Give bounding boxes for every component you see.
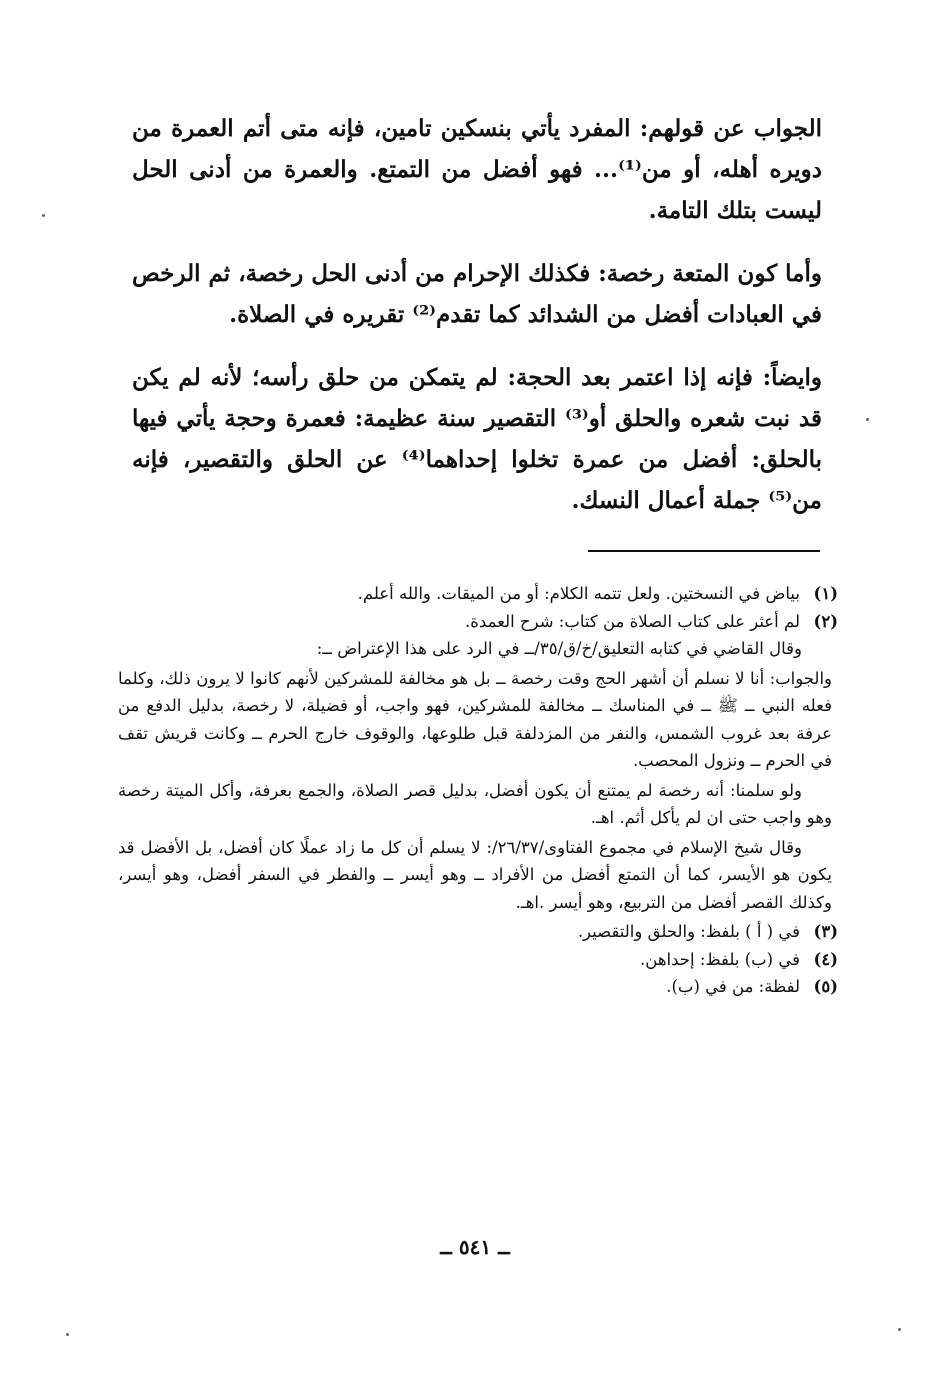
scan-speck [66, 1333, 69, 1336]
footnote-2-continuation [118, 635, 838, 916]
main-paragraph-1: الجواب عن قولهم: المفرد يأتي بنسكين تامين، فإنه متى أتم العمرة من دويره أهله، أو من⁽¹⁾... فهو أفضل من التمتع. والعمرة من أدنى الحل ليست بتلك التامة. [132, 115, 822, 224]
main-paragraph-2: وأما كون المتعة رخصة: فكذلك الإحرام من أدنى الحل رخصة، ثم الرخص في العبادات أفضل من الشدائد كما تقدم⁽²⁾ تقريره في الصلاة. [132, 260, 822, 328]
scan-speck [866, 418, 869, 421]
footnotes-section [118, 580, 838, 1001]
footnote-text: بياض في النسختين. ولعل تتمه الكلام: أو من الميقات. والله أعلم. [357, 584, 800, 603]
footnote-paragraph: ولو سلمنا: أنه رخصة لم يمتنع أن يكون أفضل، بدليل قصر الصلاة، والجمع بعرفة، وأكل الميتة رخصة وهو واجب حتى ان لم يأكل أثم. اهـ. [118, 780, 832, 827]
footnote-2 [118, 608, 838, 636]
page-number: ــ ٥٤١ ــ [440, 1235, 510, 1259]
footnote-paragraph: والجواب: أنا لا نسلم أن أشهر الحج وقت رخصة ــ بل هو مخالفة للمشركين لأنهم كانوا لا يرون ذلك، وكلما فعله النبي ــ ﷺ ــ في المناسك ــ مخالفة للمشركين، فهو واجب، أو فضيلة، لا رخصة، بدليل الدفع من عرفة بعد غروب الشمس، والنفر من المزدلفة قبل طلوعها، والوقوف خارج الحرم ــ وكانت قريش تقف في الحرم ــ ونزول المحصب. [118, 668, 832, 770]
footnote-1 [118, 580, 838, 608]
footnote-number: (٤) [813, 949, 838, 969]
footnote-number: (٥) [813, 977, 838, 996]
footnote-divider [588, 550, 820, 552]
footnote-5 [118, 973, 838, 1001]
footnote-text: لم أعثر على كتاب الصلاة من كتاب: شرح العمدة. [465, 611, 800, 631]
footnote-text: في ( أ ) بلفظ: والحلق والتقصير. [577, 922, 800, 941]
footnote-paragraph: وقال القاضي في كتابه التعليق/خ/ق/٣٥/ــ في الرد على هذا الإعتراض ــ: [316, 639, 802, 658]
footnote-number: (٣) [813, 922, 838, 941]
scan-speck [898, 1328, 901, 1331]
scan-speck [42, 214, 45, 217]
main-text-body [132, 108, 822, 521]
footnote-3 [118, 918, 838, 946]
footnote-4 [118, 946, 838, 974]
footnote-paragraph: وقال شيخ الإسلام في مجموع الفتاوى/٢٦/٣٧/: لا يسلم أن كل ما زاد عملًا كان أفضل، بل الأفضل قد يكون هو الأيسر، كما أن التمتع أفضل من الأفراد ــ وهو أيسر ــ والفطر في السفر أفضل، وهو أيسر، وكذلك القصر أفضل من التربيع، وهو أيسر .اهـ. [118, 837, 832, 912]
footnote-number: (٢) [813, 611, 838, 631]
main-paragraph-3: وايضاً: فإنه إذا اعتمر بعد الحجة: لم يتمكن من حلق رأسه؛ لأنه لم يكن قد نبت شعره والحلق أو⁽³⁾ التقصير سنة عظيمة: فعمرة وحجة يأتي فيها بالحلق: أفضل من عمرة تخلوا إحداهما⁽⁴⁾ عن الحلق والتقصير، فإنه من⁽⁵⁾ جملة أعمال النسك. [132, 364, 822, 514]
footnote-text: لفظة: من في (ب). [666, 977, 800, 996]
footnote-text: في (ب) بلفظ: إحداهن. [640, 949, 800, 969]
footnote-number: (١) [813, 584, 838, 603]
